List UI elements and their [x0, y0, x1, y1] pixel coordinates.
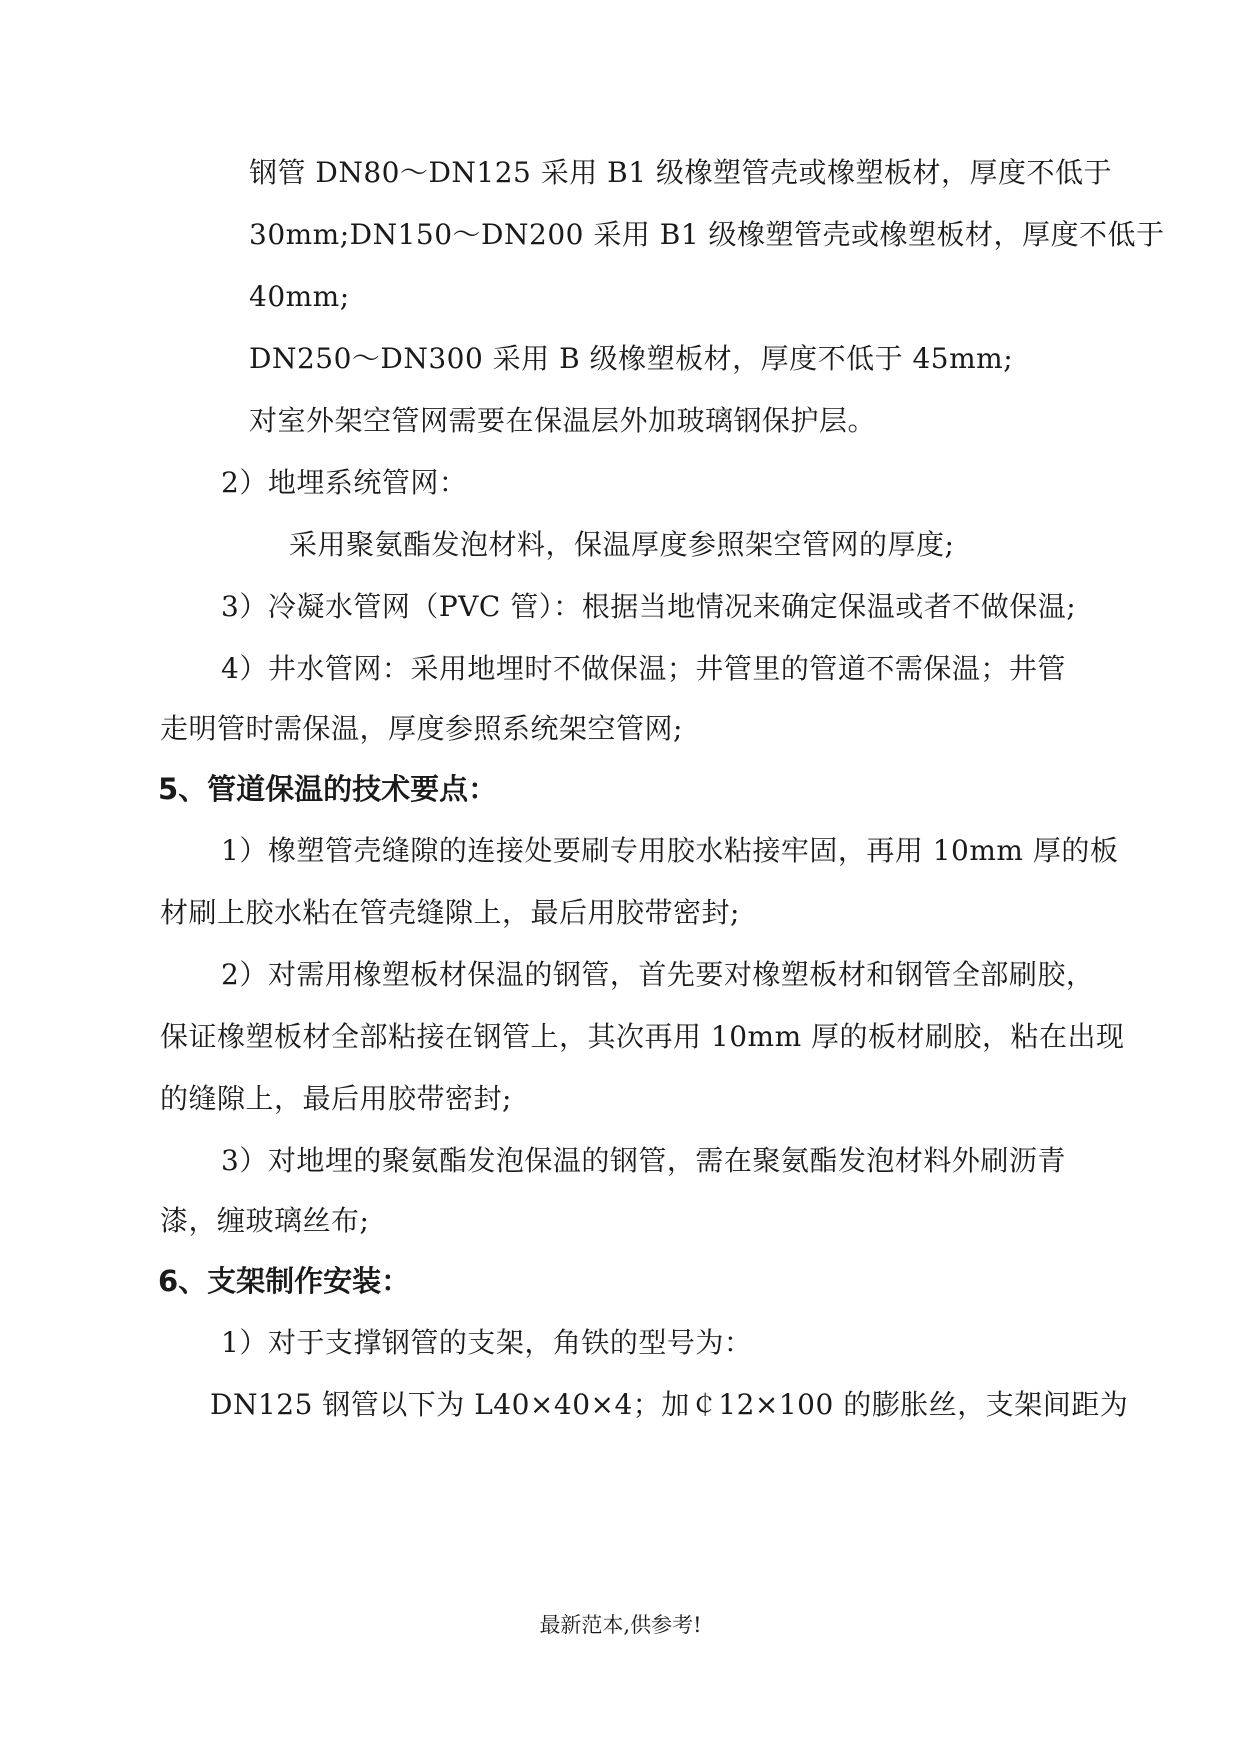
paragraph-line: 对室外架空管网需要在保温层外加玻璃钢保护层。: [249, 404, 877, 437]
page-footer: 最新范本,供参考!: [539, 1613, 702, 1637]
paragraph-line: 走明管时需保温，厚度参照系统架空管网;: [160, 712, 683, 745]
paragraph-line: 保证橡塑板材全部粘接在钢管上，其次再用 10mm 厚的板材刷胶，粘在出现: [160, 1020, 1125, 1053]
paragraph-line: 40mm;: [249, 280, 350, 313]
paragraph-line: 30mm;DN150～DN200 采用 B1 级橡塑管壳或橡塑板材，厚度不低于: [249, 218, 1165, 251]
paragraph-line: 钢管 DN80～DN125 采用 B1 级橡塑管壳或橡塑板材，厚度不低于: [249, 156, 1112, 189]
paragraph-line: 漆，缠玻璃丝布;: [160, 1204, 370, 1237]
paragraph-line: 采用聚氨酯发泡材料，保温厚度参照架空管网的厚度;: [289, 528, 955, 561]
section-heading: 5、管道保温的技术要点：: [158, 772, 498, 806]
list-item-label: 1）对于支撑钢管的支架，角铁的型号为：: [221, 1326, 753, 1359]
paragraph-line: 的缝隙上，最后用胶带密封;: [160, 1082, 512, 1115]
list-item-label: 1）橡塑管壳缝隙的连接处要刷专用胶水粘接牢固，再用 10mm 厚的板: [221, 834, 1119, 867]
list-item-label: 2）对需用橡塑板材保温的钢管，首先要对橡塑板材和钢管全部刷胶，: [221, 958, 1095, 991]
list-item-label: 4）井水管网：采用地埋时不做保温；井管里的管道不需保温；井管: [221, 652, 1066, 685]
section-heading: 6、支架制作安装：: [158, 1264, 411, 1298]
paragraph-line: DN125 钢管以下为 L40×40×4；加￠12×100 的膨胀丝，支架间距为: [210, 1388, 1129, 1421]
paragraph-line: DN250～DN300 采用 B 级橡塑板材，厚度不低于 45mm;: [249, 342, 1014, 375]
list-item-label: 3）冷凝水管网（PVC 管）：根据当地情况来确定保温或者不做保温;: [221, 590, 1077, 623]
paragraph-line: 材刷上胶水粘在管壳缝隙上，最后用胶带密封;: [160, 896, 740, 929]
list-item-label: 2）地埋系统管网：: [221, 466, 468, 499]
list-item-label: 3）对地埋的聚氨酯发泡保温的钢管，需在聚氨酯发泡材料外刷沥青: [221, 1144, 1066, 1177]
